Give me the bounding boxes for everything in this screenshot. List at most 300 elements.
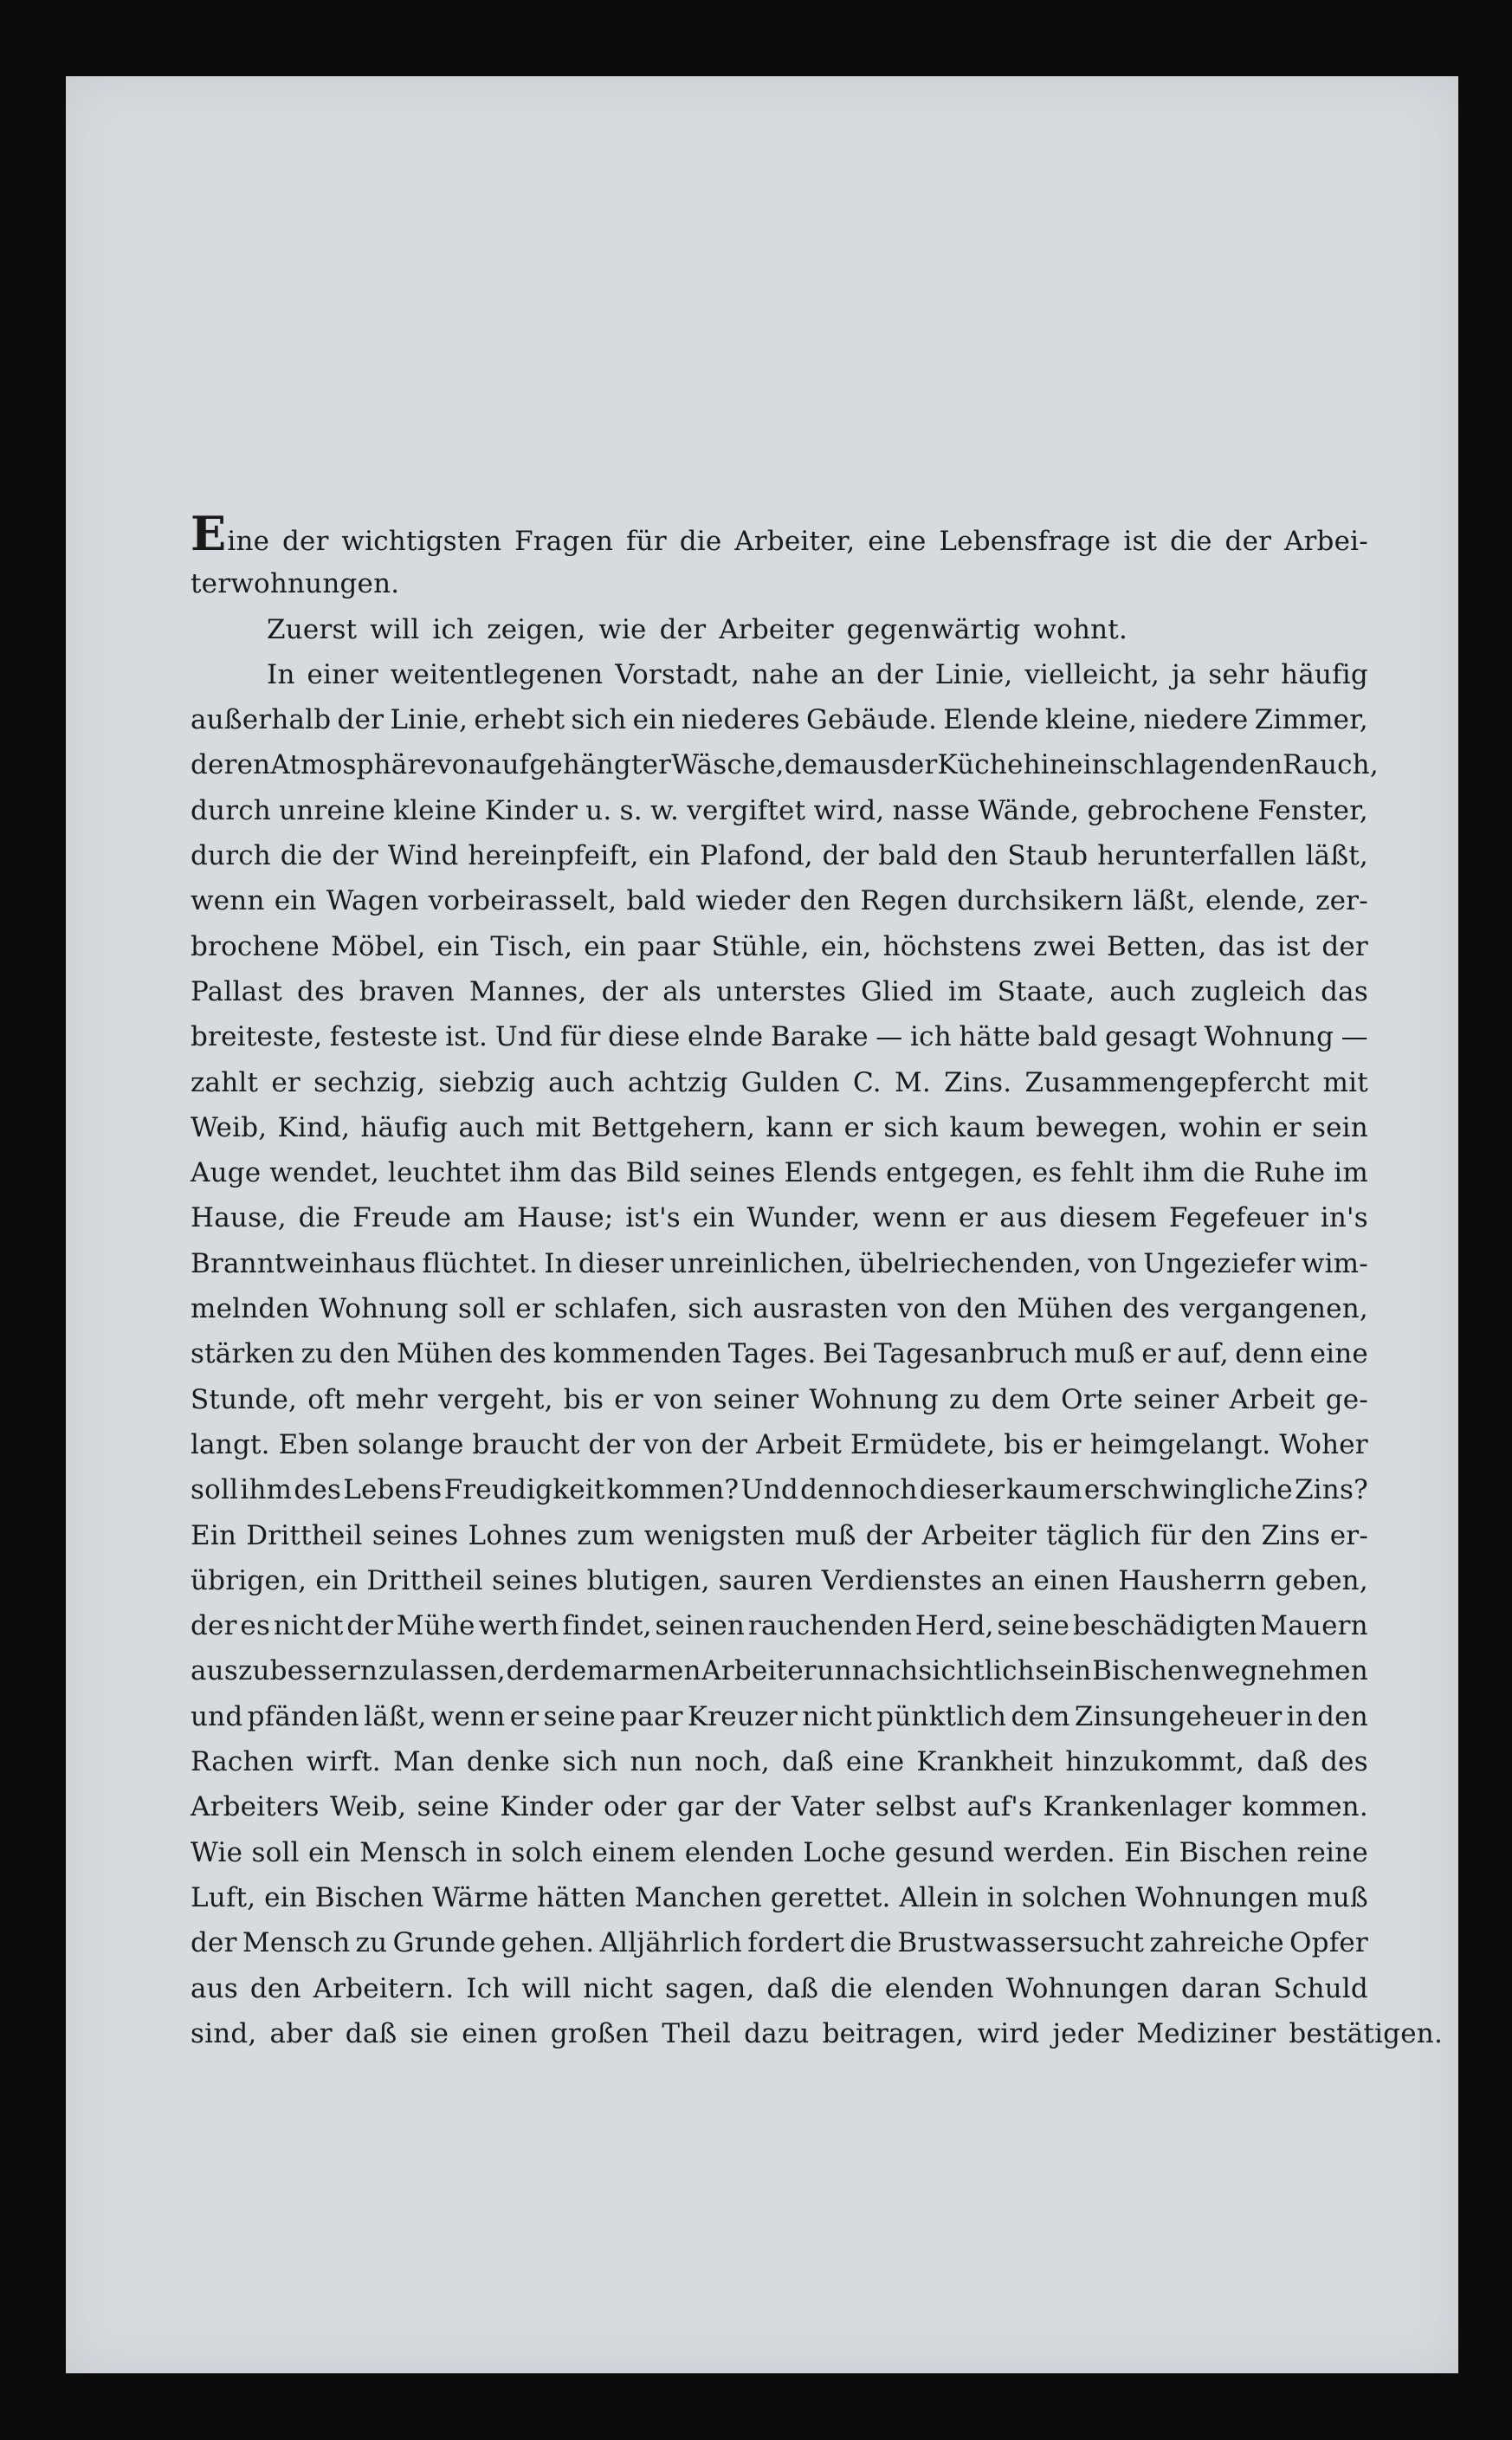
word: hereinpfeift,	[468, 840, 639, 872]
word: braucht	[472, 1428, 580, 1460]
word: Wie	[191, 1836, 243, 1868]
word: wim-	[1301, 1247, 1368, 1279]
word: Bischen	[314, 1881, 424, 1913]
word: Arbeit	[1229, 1383, 1315, 1415]
word: den	[947, 840, 998, 872]
text-line	[191, 924, 1368, 969]
text-line	[191, 697, 1368, 742]
word: M.	[894, 1066, 931, 1098]
word: wirft.	[306, 1746, 381, 1778]
word: Elends	[784, 1157, 878, 1189]
word: dennoch	[800, 1474, 918, 1506]
word: reine	[1296, 1836, 1368, 1868]
word: des	[294, 1474, 342, 1506]
word: Zins.	[944, 1066, 1012, 1098]
word: durch	[191, 840, 271, 872]
word: es	[1031, 1157, 1063, 1189]
word: sagen,	[664, 1972, 755, 2004]
word: Freude	[352, 1202, 452, 1234]
word: der	[701, 1428, 748, 1460]
word: es	[240, 1610, 271, 1642]
word: Vorstadt,	[615, 658, 740, 690]
word: wird,	[813, 794, 885, 826]
word: Wäsche,	[671, 749, 785, 781]
word: Eben	[278, 1428, 350, 1460]
word: Man	[392, 1746, 455, 1778]
word: Vater	[791, 1791, 865, 1823]
word: Krankheit	[916, 1746, 1054, 1778]
word: für	[559, 1021, 601, 1053]
word: Eine	[191, 506, 270, 561]
word: der	[890, 749, 938, 781]
word: melnden	[191, 1293, 310, 1325]
word: ein	[648, 840, 691, 872]
word: das	[1321, 975, 1368, 1007]
word: Hause;	[517, 1202, 614, 1234]
word: dazu	[744, 2017, 810, 2049]
word: unreinlichen,	[669, 1247, 853, 1279]
word: ein	[584, 930, 627, 962]
word: Fenster,	[1257, 794, 1368, 826]
word: läßt,	[364, 1700, 427, 1732]
word: Und	[740, 1474, 798, 1506]
word: herunterfallen	[1097, 840, 1296, 872]
word: Plafond,	[700, 840, 813, 872]
word: daß	[766, 1972, 819, 2004]
word: ihm	[1142, 1157, 1195, 1189]
word: für	[626, 526, 667, 557]
word: werden.	[1003, 1836, 1115, 1868]
word: u.	[585, 794, 612, 826]
word: Luft,	[191, 1881, 256, 1913]
word: Grunde	[392, 1927, 496, 1959]
word: Wände,	[978, 794, 1080, 826]
word: Wohnungen	[1005, 1972, 1170, 2004]
word: aus	[191, 1972, 238, 2004]
word: eine	[868, 526, 927, 557]
word: Wärme	[432, 1881, 529, 1913]
word: nasse	[892, 794, 971, 826]
word: Weib,	[191, 1111, 268, 1143]
text-line	[191, 1694, 1368, 1739]
text-line	[191, 1377, 1368, 1422]
drop-cap: E	[191, 506, 227, 561]
word: des	[1321, 1746, 1368, 1778]
word: Bettgehern,	[591, 1111, 756, 1143]
word: der	[1321, 930, 1368, 962]
word: wieder	[695, 885, 791, 917]
word: ein	[632, 704, 675, 736]
text-line	[191, 1467, 1368, 1512]
word: Branntweinhaus	[191, 1247, 417, 1279]
word: flüchtet.	[422, 1247, 539, 1279]
body-text	[191, 506, 1443, 2056]
word: und	[191, 1700, 243, 1732]
word: mit	[535, 1111, 581, 1143]
word: ge-	[1325, 1383, 1368, 1415]
word: Zinsungeheuer	[1074, 1700, 1283, 1732]
word: von	[653, 1383, 703, 1415]
word: auszubessern	[191, 1655, 378, 1687]
word: Gebäude.	[806, 704, 938, 736]
text-line	[191, 1422, 1368, 1467]
word: ihm	[509, 1157, 562, 1189]
word: paar	[637, 930, 701, 962]
word: kleine	[393, 794, 477, 826]
word: muß	[794, 1519, 856, 1551]
word: erhebt	[474, 704, 565, 736]
word: selbst	[875, 1791, 957, 1823]
word: dem	[552, 1655, 612, 1687]
word: Arbeiter	[921, 1519, 1037, 1551]
word: Arbeiter	[701, 1655, 817, 1687]
word: breiteste,	[191, 1021, 323, 1053]
word: Arbeit	[756, 1428, 842, 1460]
word: unreine	[279, 794, 385, 826]
word: vergangenen,	[1179, 1293, 1368, 1325]
word: werth	[478, 1610, 559, 1642]
word: hätte	[959, 1021, 1031, 1053]
word: Tagesanbruch	[874, 1338, 1068, 1370]
word: fordert	[747, 1927, 845, 1959]
word: vergeht,	[437, 1383, 553, 1415]
word: weitentlegenen	[390, 658, 604, 690]
word: Lebensfrage	[939, 526, 1111, 557]
word: heimgelangt.	[1089, 1428, 1271, 1460]
text-line	[191, 1603, 1368, 1648]
word: der	[506, 1655, 553, 1687]
word: will	[521, 1972, 572, 2004]
word: bewegen,	[1036, 1111, 1168, 1143]
word: Staub	[1007, 840, 1089, 872]
word: seine	[417, 1791, 490, 1823]
word: Zins?	[1294, 1474, 1368, 1506]
word: Allein	[899, 1881, 979, 1913]
word: jeder	[1052, 2017, 1124, 2049]
word: sich	[688, 1293, 744, 1325]
word: Rachen	[191, 1746, 294, 1778]
word: zeigen,	[487, 613, 586, 645]
text-line	[191, 788, 1368, 833]
word: Theil	[662, 2017, 732, 2049]
word: kommen?	[606, 1474, 740, 1506]
word: Betten,	[1106, 930, 1207, 962]
word: leuchtet	[387, 1157, 501, 1189]
word: Tages.	[727, 1338, 817, 1370]
word: der	[1224, 526, 1272, 557]
word: Arbeiter,	[734, 526, 856, 557]
text-line	[191, 1105, 1368, 1150]
word: die	[1170, 526, 1212, 557]
word: gebrochene	[1087, 794, 1250, 826]
word: Ein	[191, 1519, 237, 1551]
word: Zuerst	[267, 613, 358, 645]
word: fehlt	[1070, 1157, 1134, 1189]
word: Mühen	[397, 1338, 493, 1370]
text-line	[191, 1286, 1368, 1331]
word: daß	[1257, 1746, 1308, 1778]
word: den	[956, 1293, 1008, 1325]
word: einem	[591, 1836, 676, 1868]
text-line	[191, 2011, 1443, 2056]
text-line	[191, 1966, 1368, 2011]
word: rauchenden	[747, 1610, 912, 1642]
word: den	[249, 1972, 301, 2004]
word: denn	[1235, 1338, 1304, 1370]
word: ausrasten	[753, 1293, 888, 1325]
word: unnachsichtlich	[817, 1655, 1035, 1687]
word: läßt,	[1305, 840, 1368, 872]
word: schlafen,	[554, 1293, 679, 1325]
word: seiner	[713, 1383, 799, 1415]
word: ist.	[445, 1021, 488, 1053]
text-line	[191, 1784, 1368, 1829]
word: gegenwärtig	[846, 613, 1021, 645]
word: elnde	[687, 1021, 764, 1053]
word: Fegefeuer	[1168, 1202, 1308, 1234]
word: Arbeitern.	[313, 1972, 455, 2004]
word: der	[281, 526, 329, 557]
word: soll	[251, 1836, 300, 1868]
word: seines	[491, 1564, 578, 1596]
word: sich	[571, 704, 627, 736]
word: In	[267, 658, 295, 690]
word: daran	[1180, 1972, 1262, 2004]
word: die	[679, 526, 722, 557]
word: Bei	[822, 1338, 868, 1370]
word: gerettet.	[770, 1881, 891, 1913]
word: s.	[619, 794, 643, 826]
word: durchsikern	[957, 885, 1124, 917]
word: Herd,	[914, 1610, 994, 1642]
word: die	[298, 1202, 341, 1234]
word: geben,	[1275, 1564, 1368, 1596]
word: Arbeiters	[191, 1791, 320, 1823]
word: noch,	[695, 1746, 770, 1778]
word: großen	[550, 2017, 649, 2049]
word: eine	[845, 1746, 905, 1778]
word: der	[337, 704, 384, 736]
word: vergiftet	[687, 794, 806, 826]
word: Atmosphäre	[270, 749, 437, 781]
word: Wind	[387, 840, 459, 872]
word: seiner	[1134, 1383, 1219, 1415]
word: ein,	[820, 930, 872, 962]
word: Kinder	[484, 794, 578, 826]
word: eine	[1309, 1338, 1368, 1370]
word: in's	[1320, 1202, 1368, 1234]
word: beitragen,	[822, 2017, 965, 2049]
word: den	[1317, 1700, 1368, 1732]
text-line	[191, 1150, 1368, 1195]
word: wegnehmen	[1201, 1655, 1368, 1687]
word: die	[280, 840, 323, 872]
word: dieser	[578, 1247, 664, 1279]
word: oft	[307, 1383, 346, 1415]
word: im	[1334, 1157, 1368, 1189]
word: Stunde,	[191, 1383, 298, 1415]
word: in	[475, 1836, 503, 1868]
word: Tisch,	[490, 930, 573, 962]
word: nun	[630, 1746, 682, 1778]
word: auch	[1109, 975, 1176, 1007]
word: häufig	[1281, 658, 1368, 690]
word: Bild	[625, 1157, 682, 1189]
word: stärken	[191, 1338, 295, 1370]
word: zu	[300, 1338, 333, 1370]
word: des	[1122, 1293, 1171, 1325]
word: in	[986, 1881, 1014, 1913]
word: C.	[852, 1066, 882, 1098]
word: der	[191, 1927, 237, 1959]
word: Wohnung	[809, 1383, 939, 1415]
word: oder	[604, 1791, 667, 1823]
word: sauren	[718, 1564, 813, 1596]
word: zahreiche	[1149, 1927, 1284, 1959]
word: Mannes,	[468, 975, 587, 1007]
word: ja	[1171, 658, 1197, 690]
word: Kinder	[500, 1791, 593, 1823]
text-line	[191, 1920, 1368, 1965]
word: kommenden	[552, 1338, 722, 1370]
word: ein	[274, 885, 317, 917]
word: ich	[432, 613, 475, 645]
word: denke	[466, 1746, 551, 1778]
word: den	[1200, 1519, 1252, 1551]
word: höchstens	[882, 930, 1022, 962]
word: ihm	[240, 1474, 293, 1506]
text-line	[191, 878, 1368, 923]
text-line	[191, 1241, 1368, 1286]
word: Wohnung	[319, 1293, 449, 1325]
word: von	[897, 1293, 947, 1325]
word: Ruhe	[1253, 1157, 1326, 1189]
word: gehen.	[501, 1927, 595, 1959]
text-line	[191, 1739, 1368, 1784]
word: der	[191, 1610, 237, 1642]
word: im	[947, 975, 983, 1007]
word: Arbeiter	[719, 613, 834, 645]
word: Wunder,	[746, 1202, 861, 1234]
word: ist	[1276, 930, 1311, 962]
word: nicht	[583, 1972, 654, 2004]
word: kaum	[949, 1111, 1025, 1143]
word: —	[876, 1021, 903, 1053]
text-line	[191, 652, 1368, 697]
word: Hausherrn	[1118, 1564, 1267, 1596]
word: wenn	[430, 1700, 506, 1732]
word: kommen.	[1242, 1791, 1368, 1823]
word: Manchen	[634, 1881, 763, 1913]
word: Brustwassersucht	[897, 1927, 1145, 1959]
word: durch	[191, 794, 271, 826]
text-line	[191, 1830, 1368, 1875]
text-line	[191, 506, 1368, 561]
word: zu	[378, 1655, 410, 1687]
word: bestätigen.	[1289, 2017, 1443, 2049]
word: bald	[626, 885, 687, 917]
word: auf,	[1177, 1338, 1229, 1370]
word: Linie,	[390, 704, 468, 736]
word: übelriechenden,	[858, 1247, 1082, 1279]
word: ein	[692, 1202, 735, 1234]
word: beschädigten	[1072, 1610, 1257, 1642]
word: Wagen	[326, 885, 419, 917]
word: niederes	[681, 704, 800, 736]
word: des	[297, 975, 345, 1007]
word: er	[509, 1700, 540, 1732]
word: das	[570, 1157, 617, 1189]
word: aufgehängter	[485, 749, 672, 781]
word: wenn	[191, 885, 265, 917]
word: dem	[991, 1383, 1050, 1415]
word: achtzig	[627, 1066, 728, 1098]
word: Zusammengepfercht	[1024, 1066, 1310, 1098]
word: diese	[608, 1021, 681, 1053]
word: mit	[1322, 1066, 1368, 1098]
word: seines	[372, 1519, 459, 1551]
word: bald	[1037, 1021, 1098, 1053]
word: nahe	[751, 658, 819, 690]
word: Gulden	[740, 1066, 840, 1098]
word: sich	[883, 1111, 940, 1143]
word: hinzukommt,	[1065, 1746, 1245, 1778]
word: Und	[494, 1021, 553, 1053]
word: bald	[878, 840, 938, 872]
word: wird	[977, 2017, 1040, 2049]
word: außerhalb	[191, 704, 332, 736]
word: Linie,	[934, 658, 1013, 690]
word: der	[659, 613, 707, 645]
word: Verdienstes	[821, 1564, 983, 1596]
word: er	[1141, 1338, 1171, 1370]
word: Mensch	[242, 1927, 351, 1959]
word: Zins	[1261, 1519, 1321, 1551]
word: —	[1341, 1021, 1368, 1053]
word: ich	[910, 1021, 952, 1053]
word: täglich	[1046, 1519, 1141, 1551]
text-line	[191, 1195, 1368, 1240]
word: paar	[620, 1700, 683, 1732]
word: Drittheil	[366, 1564, 483, 1596]
text-line	[191, 742, 1379, 787]
word: ist	[1123, 526, 1158, 557]
word: Pallast	[191, 975, 283, 1007]
word: am	[462, 1202, 506, 1234]
word: die	[830, 1972, 873, 2004]
word: zu	[355, 1927, 388, 1959]
word: Wohnungen	[1135, 1881, 1299, 1913]
word: übrigen,	[191, 1564, 307, 1596]
word: als	[662, 975, 702, 1007]
word: wohin	[1178, 1111, 1263, 1143]
word: elenden	[884, 1972, 994, 2004]
word: solchen	[1021, 1881, 1128, 1913]
word: Lebens	[343, 1474, 443, 1506]
word: häufig	[360, 1111, 449, 1143]
word: nicht	[802, 1700, 872, 1732]
word: der	[588, 1428, 636, 1460]
word: er	[1272, 1111, 1302, 1143]
word: Ungeziefer	[1143, 1247, 1296, 1279]
word: hätten	[537, 1881, 627, 1913]
word: seines	[688, 1157, 776, 1189]
word: Regen	[860, 885, 948, 917]
word: der	[346, 1610, 393, 1642]
word: Rauch,	[1283, 749, 1379, 781]
word: wie	[598, 613, 647, 645]
word: Lohnes	[468, 1519, 568, 1551]
